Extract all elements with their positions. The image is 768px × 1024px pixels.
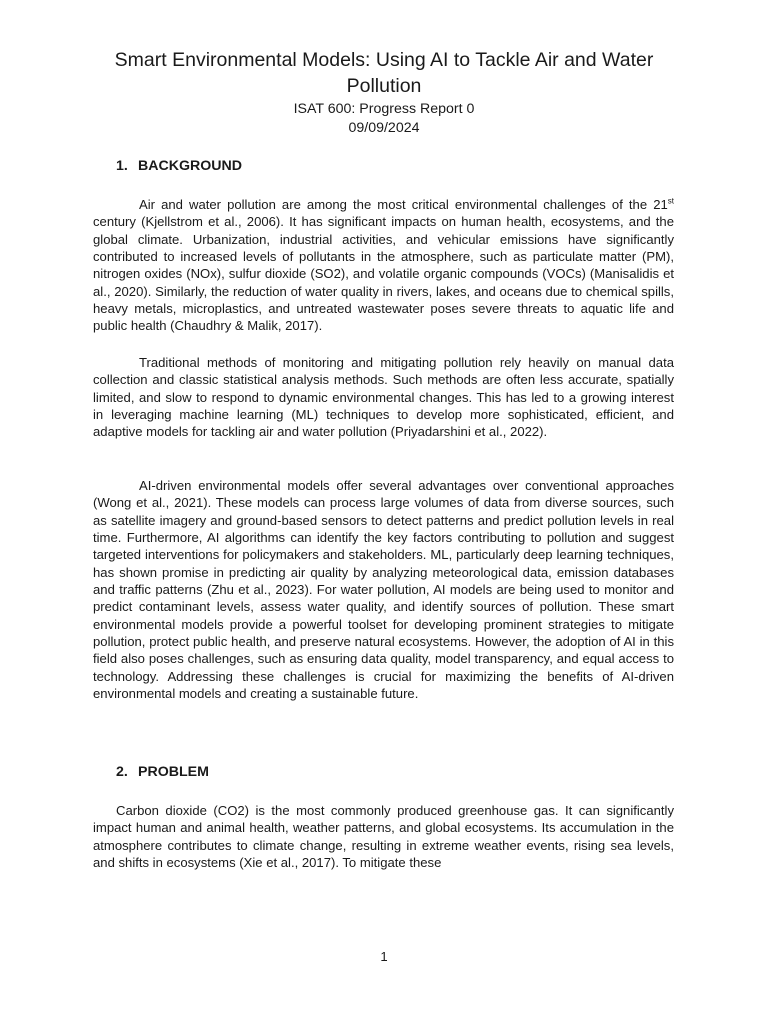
section-title: PROBLEM	[138, 764, 209, 780]
report-date: 09/09/2024	[348, 120, 420, 136]
problem-paragraph-1: Carbon dioxide (CO2) is the most commonly produced greenhouse gas. It can significantly impact human and animal health, weather patterns, and global ecosystems. Its accumulation in the atmosphere contributes to climate change, resulting in extreme weather events, rising sea levels, and shifts in ecosystems (Xie et al., 2017). To mitigate these	[93, 803, 674, 871]
century-number: 21	[653, 197, 668, 212]
page-number: 1	[380, 949, 388, 964]
century-suffix: st	[667, 196, 674, 206]
background-paragraph-1	[93, 196, 674, 335]
title-line-2: Pollution	[346, 75, 422, 97]
paragraph-rest-text: century (Kjellstrom et al., 2006). It has significant impacts on human health, ecosystems, and the global climate. Urbanization, industrial activities, and vehicular emissions have significantly contributed to increased levels of pollutants in the atmosphere, such as particulate matter (PM), nitrogen oxides (NOx), sulfur dioxide (SO2), and volatile organic compounds (VOCs) (Manisalidis et al., 2020). Similarly, the reduction of water quality in rivers, lakes, and oceans due to chemical spills, heavy metals, microplastics, and untreated wastewater poses severe threats to aquatic life and public health (Chaudhry & Malik, 2017).	[93, 214, 674, 334]
document-title	[80, 47, 688, 99]
course-label: ISAT 600: Progress Report 0	[293, 101, 475, 117]
background-paragraph-2: Traditional methods of monitoring and mitigating pollution rely heavily on manual data collection and classic statistical analysis methods. Such methods are often less accurate, spatially limited, and slow to respond to dynamic environmental changes. This has led to a growing interest in leveraging machine learning (ML) techniques to develop more sophisticated, efficient, and adaptive models for tackling air and water pollution (Priyadarshini et al., 2022).	[93, 355, 674, 440]
section-heading-background	[116, 157, 242, 176]
section-number: 1.	[116, 158, 128, 174]
background-paragraph-3: AI-driven environmental models offer several advantages over conventional approaches (Wong et al., 2021). These models can process large volumes of data from diverse sources, such as satellite imagery and ground-based sensors to detect patterns and predict pollution levels in real time. Furthermore, AI algorithms can identify the key factors contributing to pollution and suggest targeted interventions for policymakers and stakeholders. ML, particularly deep learning techniques, has shown promise in predicting air quality by analyzing meteorological data, emission databases and traffic patterns (Zhu et al., 2023). For water pollution, AI models are being used to monitor and predict contaminant levels, assess water quality, and identify sources of pollution. These smart environmental models provide a powerful toolset for developing prominent strategies to mitigate pollution, protect public health, and preserve natural ecosystems. However, the adoption of AI in this field also poses challenges, such as ensuring data quality, model transparency, and equal access to technology. Addressing these challenges is crucial for maximizing the benefits of AI-driven environmental models and creating a sustainable future.	[93, 478, 674, 702]
section-heading-problem	[116, 763, 209, 782]
paragraph-lead-text: Air and water pollution are among the most critical environmental challenges of the	[139, 197, 648, 212]
document-subtitle	[80, 100, 688, 138]
section-title: BACKGROUND	[138, 158, 243, 174]
section-number: 2.	[116, 764, 128, 780]
title-line-1: Smart Environmental Models: Using AI to Tackle Air and Water	[114, 49, 654, 71]
